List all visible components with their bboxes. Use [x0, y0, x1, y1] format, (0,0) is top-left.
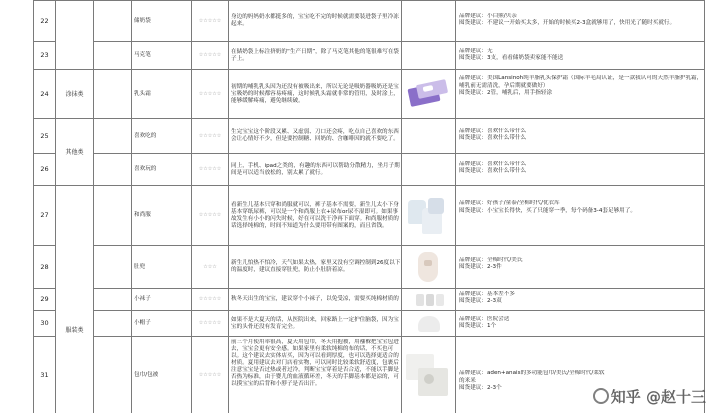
row-number: 23 — [40, 51, 49, 59]
product-image-baby-clothes — [406, 194, 450, 238]
row-number: 31 — [40, 370, 49, 379]
rating-stars: ☆☆☆☆☆ — [198, 320, 222, 326]
watermark-text: 知乎 @赵十三 — [610, 388, 706, 406]
stock-advice: 囤货建议：3支，看看储奶袋卖家能不能送 — [459, 55, 564, 61]
recommendation — [456, 75, 709, 117]
brand-advice: 品牌建议：好孩子/童泰/全棉时代/优衣库 — [459, 200, 560, 206]
stock-advice: 囤货建议：2-3双 — [459, 298, 502, 304]
product-image-hat — [414, 313, 444, 335]
item-name: 和尚服 — [134, 212, 151, 218]
zhihu-logo-icon — [593, 388, 609, 404]
rating-stars: ☆☆☆☆☆ — [198, 296, 222, 302]
rating-stars: ☆☆☆☆☆ — [198, 52, 222, 58]
rating-stars: ☆☆☆☆☆ — [198, 90, 222, 97]
brand-advice: 品牌建议：无 — [459, 48, 493, 54]
product-image-cream — [407, 78, 449, 110]
row-number: 27 — [40, 211, 49, 219]
recommendation — [456, 13, 709, 41]
brand-advice: 品牌建议：喜欢什么带什么 — [459, 161, 527, 167]
stock-advice: 囤货建议：喜欢什么带什么 — [459, 135, 527, 141]
brand-advice: 品牌建议：基本差不多 — [459, 291, 515, 297]
stock-advice: 囤货建议：小宝宝长得快，买了只能穿一季，每个码备3-4套足够用了。 — [459, 207, 636, 214]
brand-advice: 品牌建议：aden+anais的多功能包巾/美氏/全棉时代/柔软的米米 — [459, 370, 605, 384]
item-name: 小袜子 — [134, 296, 151, 302]
stock-advice: 囤货建议：2-3件 — [459, 264, 502, 270]
item-name: 肚兜 — [134, 263, 146, 270]
item-description: 新生儿怕热不怕冷，天气如果太热，家里又没有空调控制到26度以下的温度时，建议直接穿肚兜，防止小肚脐着凉。 — [231, 260, 401, 273]
row-number: 26 — [40, 165, 49, 173]
rating-stars: ☆☆☆ — [203, 263, 217, 270]
item-description: 如果不是大夏天的话，从医院出来，回家路上一定护住脑袋，因为宝宝的头骨还没有发育完全。 — [231, 316, 399, 330]
item-name: 马克笔 — [134, 52, 151, 58]
grid-line — [131, 0, 132, 413]
stock-advice: 囤货建议：不建议一开始买太多，开始的时候买2-3盒就够用了，快用光了随时买就行。 — [459, 20, 676, 26]
stock-advice: 囤货建议：1个 — [459, 323, 497, 329]
item-name: 包巾/包被 — [134, 371, 159, 378]
item-description: 初期的哺乳乳头因为还没有被吸出来，所以无论是吸奶器吸奶还是宝宝吸奶的时候都容易疼痛，这时候乳头霜就非常的管用，及时涂上，能够缓解疼痛，避免继续破。 — [231, 83, 399, 104]
recommendation — [456, 370, 612, 410]
stock-advice: 囤货建议：2-3个 — [459, 385, 502, 391]
grid-line — [93, 0, 94, 413]
rating-stars: ☆☆☆☆☆ — [198, 166, 222, 172]
item-name: 乳头霜 — [134, 90, 151, 97]
group-label-other: 其他类 — [65, 148, 84, 156]
rating-stars: ☆☆☆☆☆ — [198, 371, 222, 378]
group-label-clothing: 服装类 — [65, 326, 84, 334]
brand-advice: 品牌建议：全棉时代/美氏 — [459, 257, 523, 263]
row-number: 30 — [40, 319, 49, 327]
row-number: 28 — [40, 262, 49, 271]
group-label-skin-care: 涂抹类 — [65, 90, 84, 98]
item-name: 小帽子 — [134, 320, 151, 326]
zhihu-watermark — [593, 386, 706, 407]
item-name: 储奶袋 — [134, 17, 151, 24]
recommendation — [456, 257, 709, 277]
recommendation — [456, 291, 709, 309]
stock-advice: 囤货建议：喜欢什么带什么 — [459, 168, 527, 174]
row-number: 24 — [40, 89, 49, 98]
product-image-belly-band — [410, 250, 446, 286]
item-description: 看新生儿基本只穿和尚服就可以，裤子基本不需要，新生儿太小下身基本穿纸尿裤，可以是一个和尚服上衣+尿布or尿不湿即可。如果事故发生有小小的闪失时候，好在可以洗干净再下面穿。和尚服材质的话选择纯棉的，时间不知道为什么要用带有图案的，而且省钱。 — [231, 201, 399, 229]
product-image-swaddle — [404, 350, 452, 400]
item-description: 同上，手机、ipad之类的，有趣的东西可以帮助分散精力，坐月子期间是可以适当放松的，别太累了就行。 — [231, 162, 400, 176]
recommendation — [456, 128, 709, 148]
brand-advice: 品牌建议：喜欢什么带什么 — [459, 128, 527, 134]
row-number: 25 — [40, 131, 49, 140]
item-description: 生完宝宝这个阶段又累、又虚弱、刀口还会疼，吃点自己喜欢的东西会让心情好不少，但是要控制糖、回奶的、含咖啡因的就不要吃了。 — [231, 129, 399, 142]
rating-stars: ☆☆☆☆☆ — [198, 212, 222, 218]
row-number: 29 — [40, 295, 49, 303]
recommendation — [456, 48, 709, 68]
rating-stars: ☆☆☆☆☆ — [198, 17, 222, 24]
brand-advice: 品牌建议：小白熊/贝亲 — [459, 13, 517, 19]
stock-advice: 囤货建议：2管，哺乳后，用手指轻涂 — [459, 90, 553, 96]
brand-advice: 品牌建议：医院会送 — [459, 316, 510, 322]
item-description: 前三个月使用率很高，夏天用包巾，冬天用抱被，用襁褓把宝宝包进去，宝宝会更有安全感。如果家里有柔软纯棉的布的话，不买也可以。这个建议去实体店买，因为可以看到厚度，也可以选择更适合的材质。夏用建议去对门店看实物，可以同时比较柔软舒适度，包裹后注意宝宝是否过热或者过冷，判断宝宝穿着是否合适，不能以手脚是否热为标准，由于婴儿的血液循环差，冬天的手脚基本都是凉的，可以摸宝宝的后背和小脖子是否出汗。 — [231, 339, 399, 387]
item-description: 秋冬天出生的宝宝，建议穿个小袜子，以免受凉，需要买纯棉材质的 — [231, 296, 399, 302]
row-number: 22 — [40, 16, 49, 25]
brand-advice: 品牌建议：美国Lansinoh纯羊脂乳头保护霜（国际羊毛局认证，是一款我认可的天然羊脂护乳霜，哺乳前无需清洗，孕后期就要做好） — [459, 75, 703, 89]
product-image-socks — [410, 291, 446, 309]
item-name: 喜欢吃的 — [134, 132, 157, 139]
rating-stars: ☆☆☆☆☆ — [198, 132, 222, 139]
recommendation — [456, 200, 709, 236]
recommendation — [456, 161, 709, 181]
item-name: 喜欢玩的 — [134, 166, 157, 172]
recommendation — [456, 316, 709, 334]
item-description: 身边的妈妈奶水都挺多的，宝宝吃不完的时候就需要装进袋子里冷冻起来。 — [231, 14, 399, 27]
item-description: 在储奶袋上标注挤奶的“生产日期”，除了马克笔其他的笔很难写在袋子上。 — [231, 48, 400, 62]
